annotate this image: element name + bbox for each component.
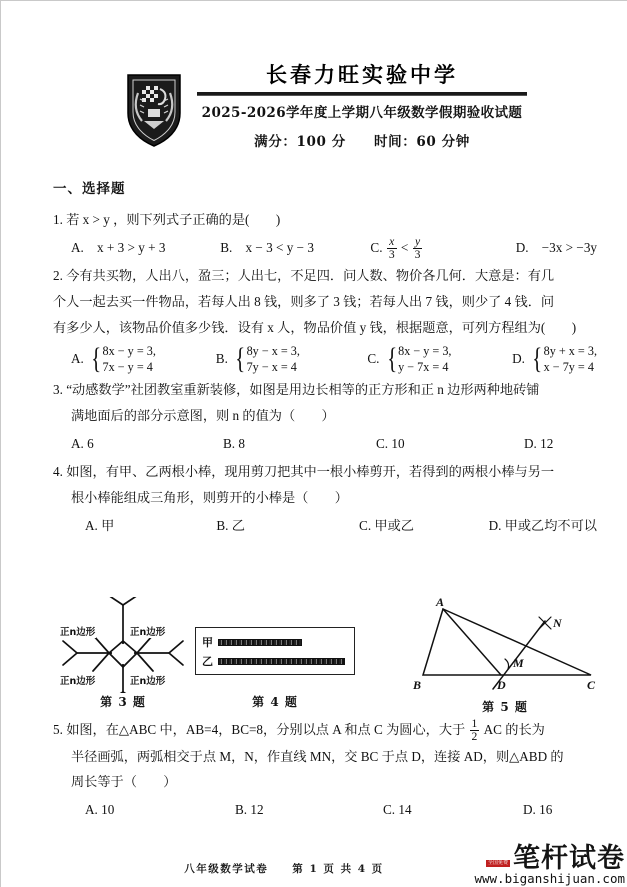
q2-c-eq1: 8x − y = 3, [398, 343, 452, 358]
watermark-title-row [474, 842, 625, 874]
footer-page-info: 八年级数学试卷 第 1 页 共 4 页 [184, 863, 384, 875]
figure-row [53, 597, 605, 714]
stick-diagram [195, 627, 355, 675]
q1-relation: < [400, 239, 409, 255]
q3-number: 3. [53, 382, 63, 398]
q1-option-b[interactable]: B. x − 3 < y − 3 [220, 239, 314, 255]
q5-fraction-half: $\frac{1}{2}$ [471, 717, 478, 744]
q2-d-eq1: 8y + x = 3, [543, 343, 597, 358]
label-M: M [513, 656, 524, 670]
q1-fraction-left: $\frac{x}{3}$ [388, 234, 395, 262]
label-A: A [436, 597, 445, 609]
q4-option-a[interactable]: A. 甲 [85, 517, 115, 533]
exam-title: 2025-2026学年度上学期八年级数学假期验收试题 [201, 105, 523, 122]
figure-5-caption: 第 5 题 [482, 700, 528, 714]
q2-b-eq1: 8y − x = 3, [246, 343, 300, 358]
q1-option-a[interactable]: A. x + 3 > y + 3 [71, 239, 166, 255]
q5-option-c[interactable]: C. 14 [383, 802, 412, 818]
brace-icon: { [235, 341, 246, 375]
q4-option-d[interactable]: D. 甲或乙均不可以 [488, 517, 597, 533]
q2-options [53, 343, 597, 376]
school-name: 长春力旺实验中学 [266, 62, 458, 87]
q3-option-b[interactable]: B. 8 [223, 435, 245, 451]
question-2 [53, 263, 597, 375]
q1-stem: 若 x > y ，则下列式子正确的是( ) [66, 212, 281, 227]
q1-fraction-right: $\frac{y}{3}$ [414, 234, 421, 262]
q3-option-d[interactable]: D. 12 [524, 435, 554, 451]
question-5 [53, 717, 597, 823]
q2-option-c[interactable] [367, 343, 512, 376]
question-4 [53, 459, 597, 539]
q2-d-eq2: x − 7y = 4 [543, 359, 594, 374]
section-title: 一、选择题 [53, 181, 126, 197]
q5-line1-a: 如图，在△ABC 中，AB=4，BC=8，分别以点 A 和点 C 为圆心，大于 [66, 722, 466, 737]
label-B: B [413, 678, 422, 692]
q2-option-c-label: C. [367, 351, 380, 367]
q2-option-b[interactable] [216, 343, 368, 376]
q2-number: 2. [53, 268, 63, 284]
q5-line3: 周长等于（ ） [71, 774, 177, 790]
score-time-line: 满分：100 分 时间：60 分钟 [254, 134, 470, 151]
q4-option-b[interactable]: B. 乙 [216, 517, 245, 533]
q5-option-d[interactable]: D. 16 [523, 802, 553, 818]
question-5-block [53, 717, 597, 825]
q2-option-d[interactable] [512, 343, 597, 376]
q1-options [53, 235, 597, 262]
figure-question-3 [53, 597, 193, 710]
ngon-label-top-left: 正n边形 [59, 624, 96, 638]
q4-number: 4. [53, 464, 63, 480]
q5-option-b[interactable]: B. 12 [235, 802, 264, 818]
title-divider [197, 92, 527, 96]
q2-line3: 有多少人，该物品价值多少钱．设有 x 人，物品价值 y 钱，根据题意，可列方程组为( ) [53, 319, 577, 335]
q5-number: 5. [53, 722, 63, 737]
q2-a-eq1: 8x − y = 3, [102, 343, 156, 358]
label-C: C [587, 678, 596, 692]
figure-question-4 [195, 627, 355, 710]
figure-3-caption: 第 3 题 [100, 695, 146, 709]
q5-option-a[interactable]: A. 10 [85, 802, 115, 818]
title-block [197, 63, 527, 150]
brace-icon: { [532, 341, 543, 375]
q2-option-a[interactable] [71, 343, 216, 376]
q3-line1: “动感数学”社团教室重新装修，如图是用边长相等的正方形和正 n 边形两种地砖铺 [66, 382, 540, 398]
ngon-label-top-right: 正n边形 [129, 624, 166, 638]
q3-line2: 满地面后的部分示意图，则 n 的值为（ ） [71, 408, 335, 424]
stick-jia [218, 639, 302, 646]
q3-option-a[interactable]: A. 6 [71, 435, 94, 451]
watermark-url: www.biganshijuan.com [474, 870, 625, 886]
q4-option-c[interactable]: C. 甲或乙 [359, 517, 414, 533]
q2-b-eq2: 7y − x = 4 [246, 359, 297, 374]
watermark-badge: 全国免费 [487, 859, 508, 866]
brace-icon: { [386, 341, 397, 375]
watermark [474, 842, 625, 886]
q2-option-d-label: D. [512, 351, 525, 367]
question-3 [53, 377, 597, 457]
q3-options [53, 431, 597, 457]
figure-4-caption: 第 4 题 [252, 695, 298, 709]
q2-line2: 个人一起去买一件物品，若每人出 8 钱，则多了 3 钱；若每人出 7 钱，则少了 4 钱．问 [53, 294, 555, 310]
q2-option-b-label: B. [215, 351, 228, 367]
school-crest-icon [124, 69, 184, 149]
page-header [1, 1, 627, 165]
ngon-label-bottom-right: 正n边形 [129, 673, 166, 687]
q5-line1-b: AC 的长为 [483, 722, 545, 737]
q2-line1: 今有共买物，人出八，盈三；人出七，不足四．问人数、物价各几何．大意是：有几 [66, 268, 555, 284]
q5-options [53, 797, 597, 823]
q2-option-a-label: A. [71, 351, 84, 367]
label-D: D [497, 678, 506, 692]
q2-a-eq2: 7x − y = 4 [102, 359, 153, 374]
q5-line2: 半径画弧，两弧相交于点 M，N，作直线 MN，交 BC 于点 D，连接 AD，则△ABD 的 [71, 748, 564, 764]
stick-yi [218, 658, 345, 665]
triangle-diagram [405, 597, 605, 693]
q1-option-c-label: C. [370, 239, 383, 255]
q4-line1: 如图，有甲、乙两根小棒，现用剪刀把其中一根小棒剪开，若得到的两根小棒与另一 [66, 464, 555, 480]
q2-c-eq2: y − 7x = 4 [398, 359, 449, 374]
ngon-label-bottom-left: 正n边形 [59, 673, 96, 687]
figure-question-5 [405, 597, 605, 715]
q4-line2: 根小棒能组成三角形，则剪开的小棒是（ ） [71, 490, 348, 506]
watermark-main: 笔杆试卷 [513, 842, 625, 874]
label-N: N [553, 616, 562, 630]
q1-option-d[interactable]: D. −3x > −3y [515, 239, 598, 255]
q1-number: 1. [53, 212, 63, 227]
q3-option-c[interactable]: C. 10 [376, 435, 405, 451]
brace-icon: { [91, 341, 102, 375]
stick-label-yi: 乙 [202, 655, 213, 668]
q4-options [53, 513, 597, 539]
q1-option-c[interactable] [370, 235, 515, 262]
question-list [53, 177, 597, 541]
question-1 [53, 207, 597, 261]
stick-label-jia: 甲 [202, 636, 213, 649]
